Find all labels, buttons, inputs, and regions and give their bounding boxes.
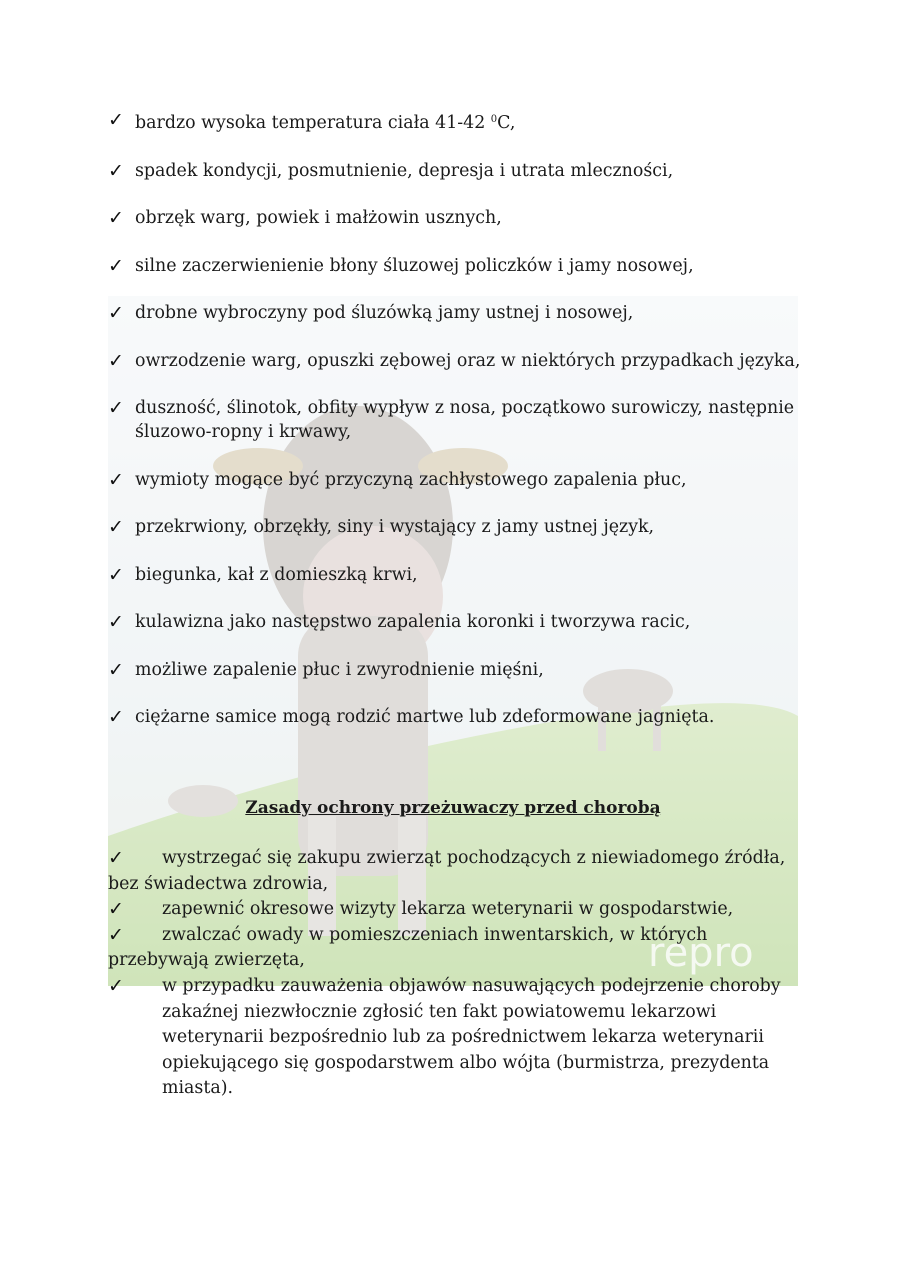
check-icon: ✓ bbox=[108, 974, 124, 997]
check-icon: ✓ bbox=[108, 207, 124, 229]
list-item: ✓ wystrzegać się zakupu zwierząt pochodzących z niewiadomego źródła, bez świadectwa zdrowia, bbox=[108, 847, 786, 894]
list-item: ✓ kulawizna jako następstwo zapalenia koronki i tworzywa racic, bbox=[108, 611, 691, 633]
check-icon: ✓ bbox=[108, 397, 124, 419]
list-item: ✓ duszność, ślinotok, obfity wypływ z nosa, początkowo surowiczy, następnie śluzowo-ropny i krwawy, bbox=[108, 397, 795, 442]
list-item: ✓ zapewnić okresowe wizyty lekarza weterynarii w gospodarstwie, bbox=[108, 898, 734, 921]
symptom-list bbox=[108, 108, 808, 753]
watermark-text: repro bbox=[648, 930, 754, 976]
list-item: ✓ silne zaczerwienienie błony śluzowej policzków i jamy nosowej, bbox=[108, 254, 694, 277]
list-item: ✓ drobne wybroczyny pod śluzówką jamy ustnej i nosowej, bbox=[108, 302, 634, 324]
list-item: ✓ w przypadku zauważenia objawów nasuwających podejrzenie choroby zakaźnej niezwłocznie zgłosić ten fakt powiatowemu lekarzowi weterynarii bezpośrednio lub za pośrednictwem lekarza weterynarii opiekującego się gospodarstwem albo wójta (burmistrza, prezydenta miasta). bbox=[108, 974, 781, 1099]
check-icon: ✓ bbox=[108, 254, 124, 277]
list-item: ✓ owrzodzenie warg, opuszki zębowej oraz w niektórych przypadkach języka, bbox=[108, 349, 801, 372]
check-icon: ✓ bbox=[108, 611, 124, 633]
list-item: ✓ zwalczać owady w pomieszczeniach inwentarskich, w których przebywają zwierzęta, bbox=[108, 923, 708, 971]
check-icon: ✓ bbox=[108, 898, 124, 921]
list-item: ✓ możliwe zapalenie płuc i zwyrodnienie mięśni, bbox=[108, 658, 544, 681]
check-icon: ✓ bbox=[108, 923, 124, 946]
list-item: ✓ spadek kondycji, posmutnienie, depresja i utrata mleczności, bbox=[108, 159, 674, 182]
check-icon: ✓ bbox=[108, 109, 124, 131]
list-item: ✓ ciężarne samice mogą rodzić martwe lub zdeformowane jagnięta. bbox=[108, 706, 715, 728]
check-icon: ✓ bbox=[108, 658, 124, 681]
list-item: ✓ biegunka, kał z domieszką krwi, bbox=[108, 563, 418, 586]
check-icon: ✓ bbox=[108, 516, 124, 538]
check-icon: ✓ bbox=[108, 302, 124, 324]
list-item: ✓ obrzęk warg, powiek i małżowin usznych, bbox=[108, 207, 502, 229]
list-item: ✓ wymioty mogące być przyczyną zachłystowego zapalenia płuc, bbox=[108, 468, 687, 491]
check-icon: ✓ bbox=[108, 349, 124, 372]
check-icon: ✓ bbox=[108, 706, 124, 728]
check-icon: ✓ bbox=[108, 847, 124, 869]
check-icon: ✓ bbox=[108, 159, 124, 182]
check-icon: ✓ bbox=[108, 563, 124, 586]
section-title: Zasady ochrony przeżuwaczy przed chorobą bbox=[245, 798, 661, 818]
list-item: ✓ przekrwiony, obrzękły, siny i wystający z jamy ustnej język, bbox=[108, 516, 655, 538]
check-icon: ✓ bbox=[108, 468, 124, 491]
protection-rules-list bbox=[108, 846, 798, 1102]
list-item: ✓ bardzo wysoka temperatura ciała 41-42 $^0$C, bbox=[108, 109, 516, 133]
